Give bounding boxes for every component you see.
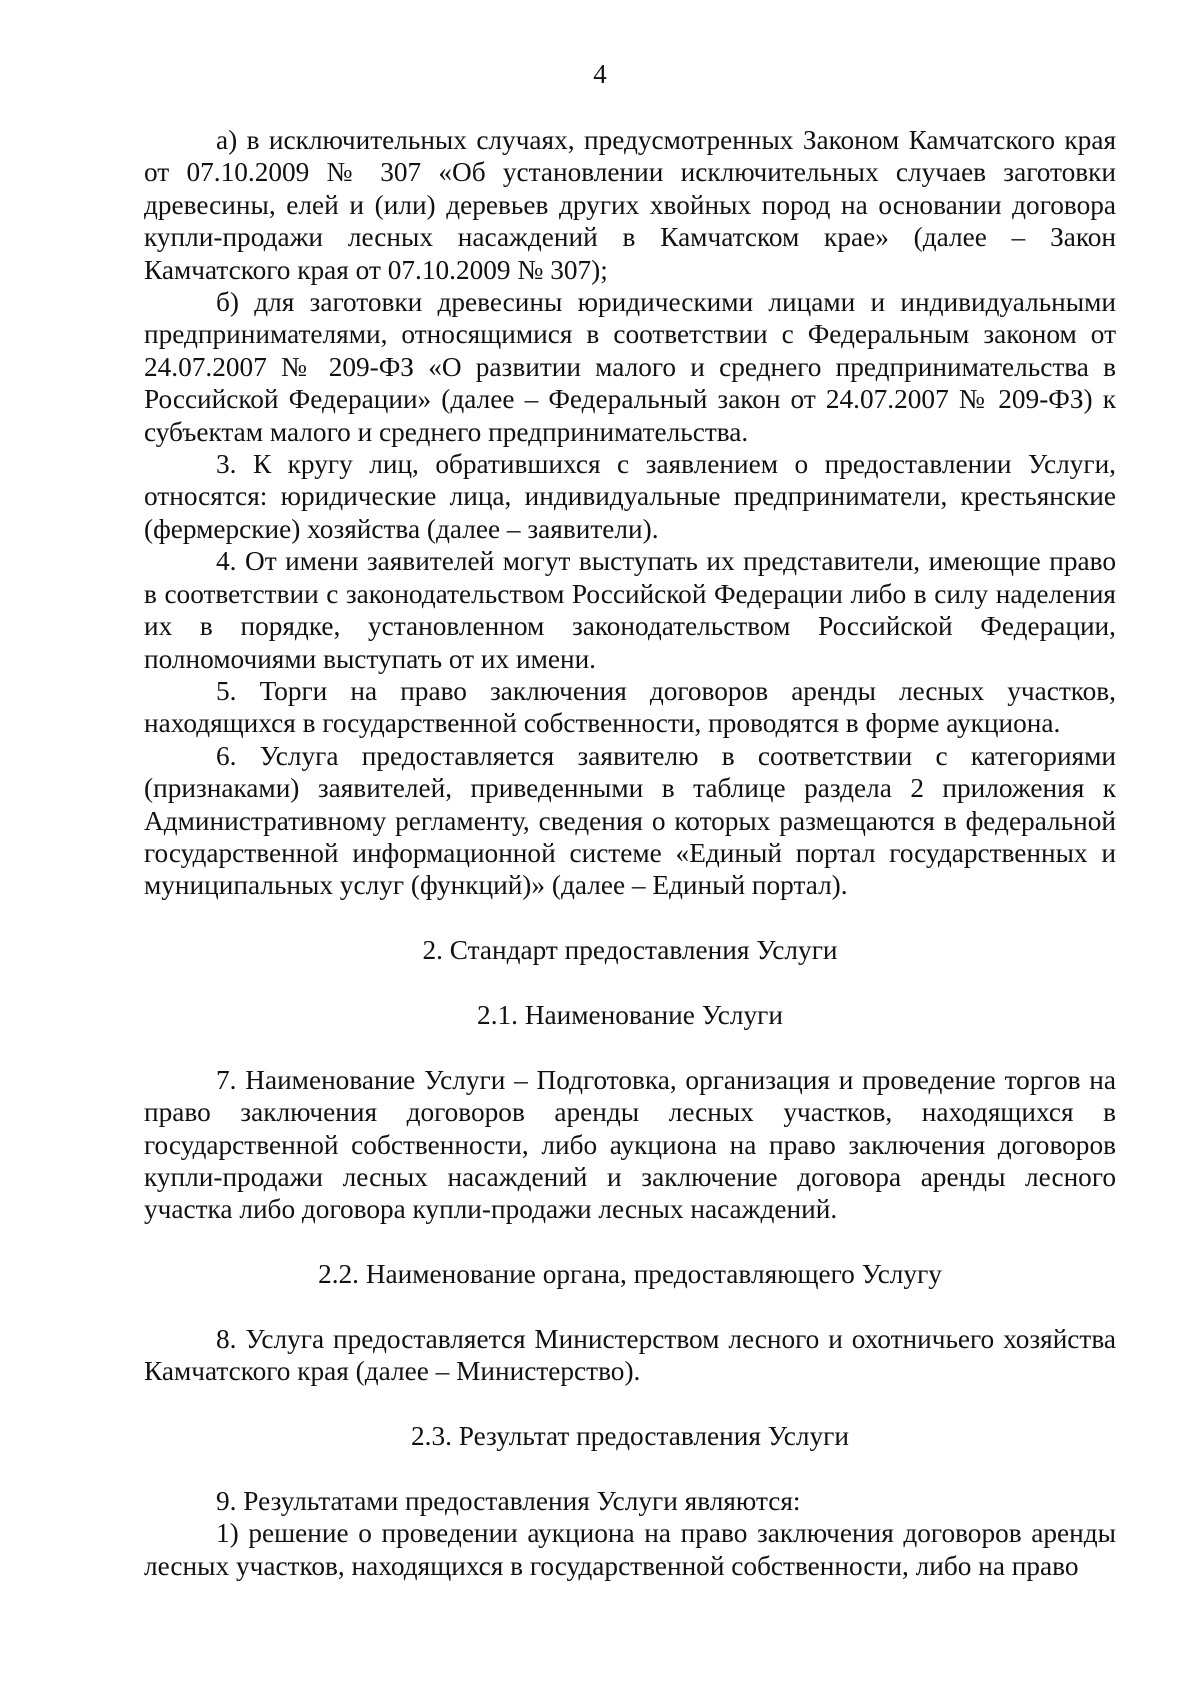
spacer — [144, 1031, 1116, 1063]
spacer — [144, 1453, 1116, 1485]
paragraph-5: 5. Торги на право заключения договоров аренды лесных участков, находящихся в государственной собственности, проводятся в форме аукциона. — [144, 675, 1116, 739]
paragraph-8: 8. Услуга предоставляется Министерством лесного и охотничьего хозяйства Камчатского края (далее – Министерство). — [144, 1323, 1116, 1387]
paragraph-4: 4. От имени заявителей могут выступать их представители, имеющие право в соответствии с законодательством Российской Федерации либо в силу наделения их в порядке, установленном законодательством Российской Федерации, полномочиями выступать от их имени. — [144, 546, 1116, 674]
paragraph-3: 3. К кругу лиц, обратившихся с заявлением о предоставлении Услуги, относятся: юридические лица, индивидуальные предприниматели, крестьянские (фермерские) хозяйства (далее – заявители). — [144, 449, 1116, 544]
spacer — [144, 967, 1116, 999]
spacer — [144, 1388, 1116, 1420]
paragraph-7: 7. Наименование Услуги – Подготовка, организация и проведение торгов на право заключения договоров аренды лесных участков, находящихся в государственной собственности, либо аукциона на право заключения договоров купли-продажи лесных насаждений и заключение договора аренды лесного участка либо договора купли-продажи лесных насаждений. — [144, 1064, 1116, 1225]
document-body — [144, 124, 1116, 1582]
spacer — [144, 1226, 1116, 1258]
paragraph-b: б) для заготовки древесины юридическими лицами и индивидуальными предпринимателями, относящимися в соответствии с Федеральным законом от 24.07.2007 № 209-ФЗ «О развитии малого и среднего предпринимательства в Российской Федерации» (далее – Федеральный закон от 24.07.2007 № 209-ФЗ) к субъектам малого и среднего предпринимательства. — [144, 287, 1116, 447]
paragraph-9-item-1: 1) решение о проведении аукциона на право заключения договоров аренды лесных участков, находящихся в государственной собственности, либо на право — [144, 1518, 1116, 1581]
paragraph-9: 9. Результатами предоставления Услуги являются: — [216, 1485, 801, 1516]
subsection-heading-2-2: 2.2. Наименование органа, предоставляющего Услугу — [318, 1259, 942, 1290]
section-heading-2: 2. Стандарт предоставления Услуги — [422, 935, 838, 966]
spacer — [144, 902, 1116, 934]
spacer — [144, 1291, 1116, 1323]
paragraph-6: 6. Услуга предоставляется заявителю в соответствии с категориями (признаками) заявителей, приведенными в таблице раздела 2 приложения к Административному регламенту, сведения о которых размещаются в федеральной государственной информационной системе «Единый портал государственных и муниципальных услуг (функций)» (далее – Единый портал). — [144, 740, 1116, 901]
page-number: 4 — [593, 59, 607, 89]
subsection-heading-2-1: 2.1. Наименование Услуги — [477, 999, 783, 1030]
paragraph-a: а) в исключительных случаях, предусмотренных Законом Камчатского края от 07.10.2009 № 307 «Об установлении исключительных случаев заготовки древесины, елей и (или) деревьев других хвойных пород на основании договора купли-продажи лесных насаждений в Камчатском крае» (далее – Закон Камчатского края от 07.10.2009 № 307); — [144, 125, 1116, 285]
subsection-heading-2-3: 2.3. Результат предоставления Услуги — [411, 1421, 849, 1452]
